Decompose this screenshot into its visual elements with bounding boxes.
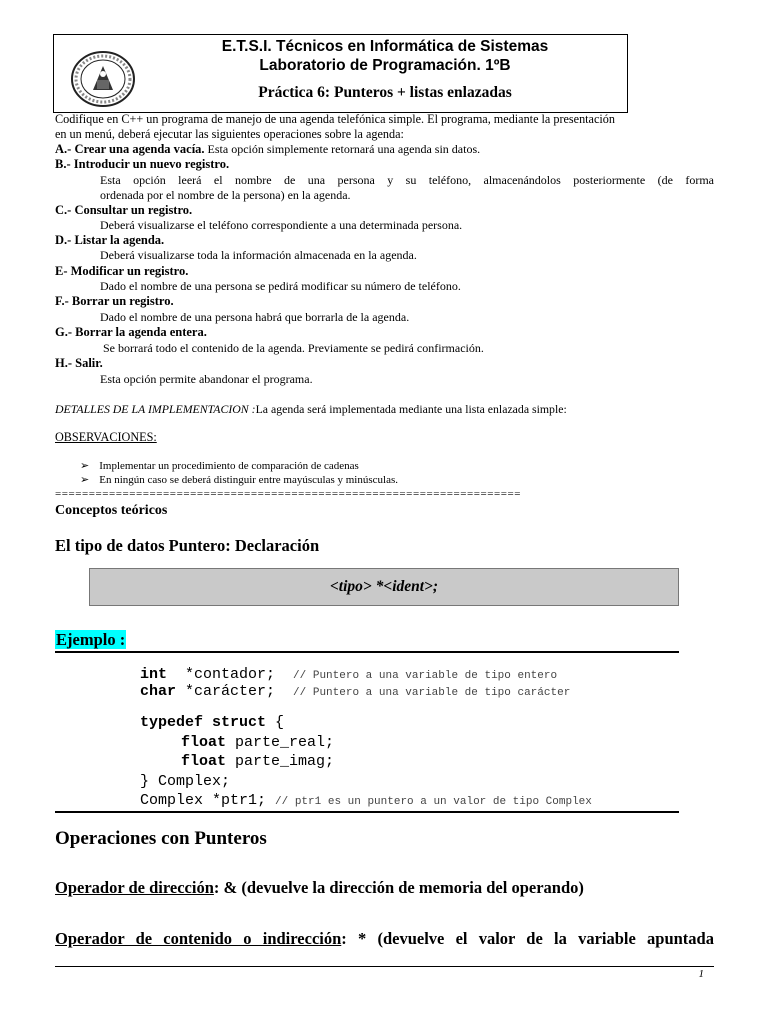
- details-line: [55, 402, 567, 417]
- op-direccion-label: Operador de dirección: [55, 878, 214, 897]
- code-line-6: } Complex;: [140, 773, 231, 790]
- syntax-text: <tipo> *<ident>;: [329, 578, 439, 595]
- details-label: DETALLES DE LA IMPLEMENTACION :: [55, 402, 256, 416]
- option-g-title: G.- Borrar la agenda entera.: [55, 325, 207, 339]
- code-line-1: int *contador; // Puntero a una variable de tipo entero: [140, 666, 558, 683]
- code-bottom-rule: [55, 811, 679, 813]
- option-b-desc-1: Esta opción leerá el nombre de una persona y su teléfono, almacenándolos posteriormente (de forma: [100, 173, 714, 187]
- arrow-bullet-icon: ➢: [80, 460, 90, 472]
- op-contenido-rest: : * (devuelve el valor de la variable apuntada: [341, 929, 714, 948]
- ejemplo-label: Ejemplo :: [56, 630, 126, 649]
- option-a: [55, 142, 480, 157]
- option-h-title: H.- Salir.: [55, 356, 103, 370]
- arrow-bullet-icon: ➢: [80, 474, 90, 486]
- code-top-rule: [55, 651, 679, 653]
- footer-rule: [55, 966, 714, 967]
- tipo-heading: El tipo de datos Puntero: Declaración: [55, 536, 320, 555]
- option-c-desc: Deberá visualizarse el teléfono correspondiente a una determinada persona.: [100, 218, 463, 232]
- option-d-title: D.- Listar la agenda.: [55, 233, 165, 247]
- header-school-name: E.T.S.I. Técnicos en Informática de Sistemas: [221, 38, 549, 55]
- op-direccion: [55, 878, 584, 898]
- option-a-title: A.- Crear una agenda vacía.: [55, 142, 205, 156]
- separator-line: =====================================================================: [55, 488, 521, 500]
- option-e-desc: Dado el nombre de una persona se pedirá modificar su número de teléfono.: [100, 279, 461, 293]
- code-line-2: char *carácter; // Puntero a una variable de tipo carácter: [140, 683, 571, 700]
- intro-line-2: en un menú, deberá ejecutar las siguientes operaciones sobre la agenda:: [55, 127, 404, 141]
- header-practice-title: Práctica 6: Punteros + listas enlazadas: [258, 84, 512, 101]
- syntax-box: [89, 568, 679, 606]
- observaciones-title: OBSERVACIONES:: [55, 430, 157, 444]
- header-course: Laboratorio de Programación. 1ºB: [259, 57, 511, 74]
- code-line-3: typedef struct {: [140, 714, 285, 731]
- option-a-desc: Esta opción simplemente retornará una agenda sin datos.: [204, 142, 481, 156]
- operaciones-heading: Operaciones con Punteros: [55, 828, 267, 849]
- option-e-title: E- Modificar un registro.: [55, 264, 189, 278]
- code-line-7: Complex *ptr1; // ptr1 es un puntero a un valor de tipo Complex: [140, 792, 592, 809]
- code-line-5: float parte_imag;: [181, 753, 335, 770]
- op-contenido-label: Operador de contenido o indirección: [55, 929, 342, 948]
- observacion-item-1: ➢ Implementar un procedimiento de comparación de cadenas: [80, 460, 359, 472]
- option-h-desc: Esta opción permite abandonar el programa.: [100, 372, 313, 386]
- details-text: La agenda será implementada mediante una lista enlazada simple:: [255, 402, 567, 416]
- option-b-title: B.- Introducir un nuevo registro.: [55, 157, 230, 171]
- option-f-desc: Dado el nombre de una persona habrá que borrarla de la agenda.: [100, 310, 410, 324]
- observacion-item-2: ➢ En ningún caso se deberá distinguir entre mayúsculas y minúsculas.: [80, 474, 398, 486]
- conceptos-heading: Conceptos teóricos: [55, 503, 168, 518]
- op-direccion-rest: : & (devuelve la dirección de memoria del operando): [213, 878, 584, 897]
- option-f-title: F.- Borrar un registro.: [55, 294, 174, 308]
- code-line-4: float parte_real;: [181, 734, 335, 751]
- option-g-desc: Se borrará todo el contenido de la agenda. Previamente se pedirá confirmación.: [103, 341, 484, 355]
- university-seal-icon: [68, 50, 138, 108]
- page-number: 1: [698, 968, 704, 980]
- option-c-title: C.- Consultar un registro.: [55, 203, 193, 217]
- intro-line-1: Codifique en C++ un programa de manejo de una agenda telefónica simple. El programa, mediante la presentación: [55, 112, 615, 126]
- option-b-desc-2: ordenada por el nombre de la persona) en la agenda.: [100, 188, 351, 202]
- op-contenido: [55, 929, 714, 949]
- option-d-desc: Deberá visualizarse toda la información almacenada en la agenda.: [100, 248, 417, 262]
